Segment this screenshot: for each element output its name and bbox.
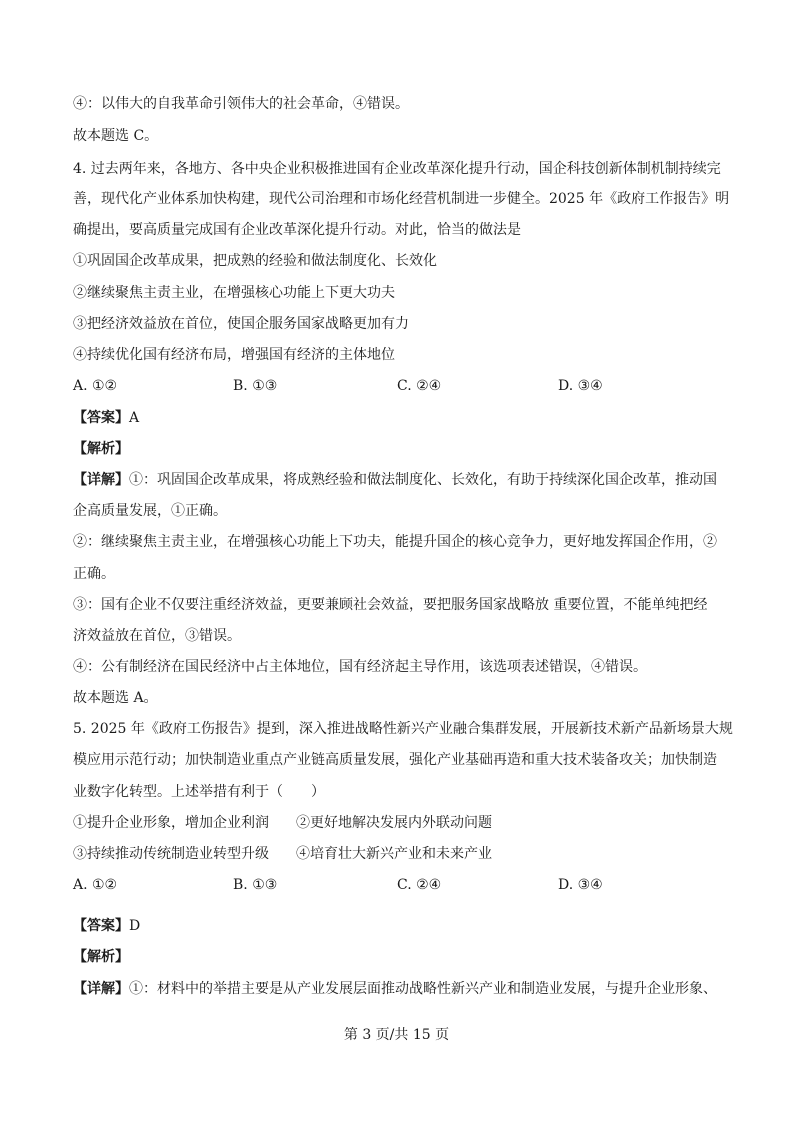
q4-item-3: ③把经济效益放在首位，使国企服务国家战略更加有力 <box>73 316 409 332</box>
q5-stem-line-3: 业数字化转型。上述举措有利于（ ） <box>73 784 325 800</box>
q4-option-c: C. ②④ <box>397 378 442 394</box>
q5-stem-line-2: 模应用示范行动；加快制造业重点产业链高质量发展，强化产业基础再造和重大技术装备攻关；加快制造 <box>73 752 717 768</box>
q4-analysis-tag: 【解析】 <box>73 441 129 457</box>
q4-stem-line-1: 4. 过去两年来，各地方、各中央企业积极推进国有企业改革深化提升行动，国企科技创新体制机制持续完 <box>73 161 721 177</box>
q4-detail-tag: 【详解】 <box>73 472 129 488</box>
q5-item-1: ①提升企业形象，增加企业利润 <box>73 815 269 831</box>
q5-answer <box>73 917 723 935</box>
q4-item-2: ②继续聚焦主责主业，在增强核心功能上下更大功夫 <box>73 285 395 301</box>
q4-detail-4: ④：公有制经济在国民经济中占主体地位，国有经济起主导作用，该选项表述错误，④错误。 <box>73 659 647 675</box>
q4-item-4: ④持续优化国有经济布局，增强国有经济的主体地位 <box>73 347 395 363</box>
q4-detail-3a: ③：国有企业不仅要注重经济效益，更要兼顾社会效益，要把服务国家战略放 重要位置，不能单纯把经 <box>73 597 708 613</box>
q5-item-4: ④培育壮大新兴产业和未来产业 <box>296 846 492 862</box>
q5-option-a: A. ①② <box>73 877 118 893</box>
q4-detail-1a-text: ①：巩固国企改革成果，将成熟经验和做法制度化、长效化，有助于持续深化国企改革，推动国 <box>129 472 717 488</box>
page-footer: 第 3 页/共 15 页 <box>343 1027 450 1043</box>
q4-analysis <box>73 440 723 458</box>
q4-stem-line-2: 善，现代化产业体系加快构建，现代公司治理和市场化经营机制进一步健全。2025 年《政府工作报告》明 <box>73 191 730 207</box>
q5-detail-1 <box>73 980 723 998</box>
q4-detail-1b: 企高质量发展，①正确。 <box>73 503 227 519</box>
q5-stem-line-1: 5. 2025 年《政府工伤报告》提到，深入推进战略性新兴产业融合集群发展，开展新技术新产品新场景大规 <box>73 721 733 737</box>
q4-detail-2b: 正确。 <box>73 566 115 582</box>
q5-option-d: D. ③④ <box>558 877 603 893</box>
q4-stem-line-3: 确提出，要高质量完成国有企业改革深化提升行动。对此，恰当的做法是 <box>73 222 521 238</box>
q5-detail-tag: 【详解】 <box>73 981 129 997</box>
prev-conclusion: 故本题选 C。 <box>73 128 159 144</box>
q4-answer-tag: 【答案】 <box>73 410 129 426</box>
q4-item-1: ①巩固国企改革成果，把成熟的经验和做法制度化、长效化 <box>73 253 437 269</box>
q5-option-b: B. ①③ <box>233 877 278 893</box>
q5-detail-1-text: ①：材料中的举措主要是从产业发展层面推动战略性新兴产业和制造业发展，与提升企业形象、 <box>129 981 717 997</box>
q5-item-2: ②更好地解决发展内外联动问题 <box>296 815 492 831</box>
q5-analysis <box>73 948 723 966</box>
q4-detail-3b: 济效益放在首位，③错误。 <box>73 628 241 644</box>
q4-answer <box>73 409 723 427</box>
prev-answer-line: ④：以伟大的自我革命引领伟大的社会革命，④错误。 <box>73 96 409 112</box>
q5-answer-value: D <box>129 918 141 934</box>
q5-answer-tag: 【答案】 <box>73 918 129 934</box>
q4-option-a: A. ①② <box>73 378 118 394</box>
q5-item-3: ③持续推动传统制造业转型升级 <box>73 846 269 862</box>
q4-answer-value: A <box>129 410 140 426</box>
q5-analysis-tag: 【解析】 <box>73 949 129 965</box>
q4-conclusion: 故本题选 A。 <box>73 690 158 706</box>
q5-option-c: C. ②④ <box>397 877 442 893</box>
q4-option-b: B. ①③ <box>233 378 278 394</box>
q4-option-d: D. ③④ <box>558 378 603 394</box>
q4-detail-1a <box>73 471 723 489</box>
q4-detail-2a: ②：继续聚焦主责主业，在增强核心功能上下功夫，能提升国企的核心竞争力，更好地发挥国企作用，② <box>73 534 717 550</box>
